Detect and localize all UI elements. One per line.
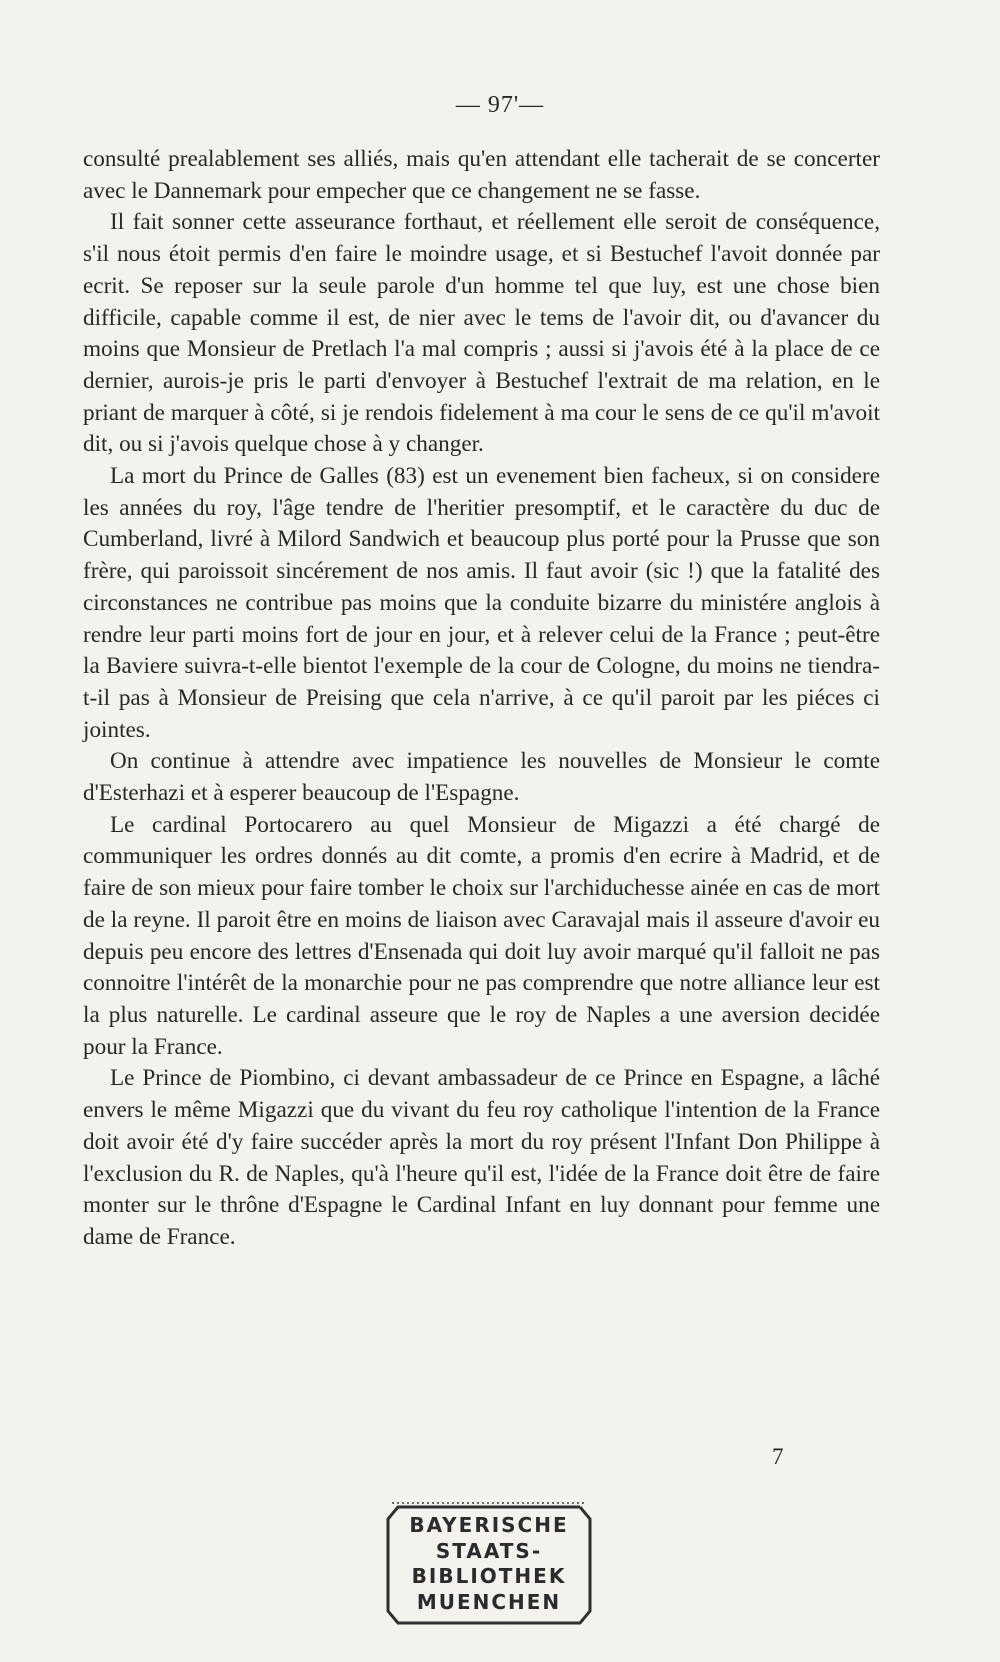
paragraph: La mort du Prince de Galles (83) est un evenement bien facheux, si on considere les années du roy, l'âge tendre de l'heritier presomptif, et le caractère du duc de Cumberland, livré à Milord Sandwich et beaucoup plus porté pour la Prusse que son frère, qui paroissoit sincérement de nos amis. Il faut avoir (sic !) que la fatalité des circonstances ne contribue pas moins que la conduite bizarre du ministére anglois à rendre leur parti moins fort de jour en jour, et à relever celui de la France ; peut-être la Baviere suivra-t-elle bientot l'exemple de la cour de Cologne, du moins ne tiendra-t-il pas à Monsieur de Preising que cela n'arrive, à ce qu'il paroit par les piéces ci jointes. (83, 463, 880, 743)
paragraph: Le Prince de Piombino, ci devant ambassadeur de ce Prince en Espagne, a lâché envers le même Migazzi que du vivant du feu roy catholique l'intention de la France doit avoir été d'y faire succéder après la mort du roy présent l'Infant Don Philippe à l'exclusion du R. de Naples, qu'à l'heure qu'il est, l'idée de la France doit être de faire monter sur le thrône d'Espagne le Cardinal Infant en luy donnant pour femme une dame de France. (83, 1065, 880, 1250)
paragraph: Le cardinal Portocarero au quel Monsieur de Migazzi a été chargé de communiquer les ordres donnés au dit comte, a promis d'en ecrire à Madrid, et de faire de son mieux pour faire tomber le choix sur l'archiduchesse ainée en cas de mort de la reyne. Il paroit être en moins de liaison avec Caravajal mais il asseure d'avoir eu depuis peu encore des lettres d'Ensenada qui doit luy avoir marqué qu'il falloit ne pas connoitre l'intérêt de la monarchie pour ne pas comprendre que notre alliance leur est la plus naturelle. Le cardinal asseure que le roy de Naples a une aversion decidée pour la France. (83, 811, 880, 1060)
stamp-line: BAYERISCHE (409, 1513, 569, 1537)
page-number: — 97'— (455, 92, 545, 118)
signature-mark: 7 (772, 1444, 784, 1469)
paragraph: consulté prealablement ses alliés, mais qu'en attendant elle tacherait de se concerter avec le Dannemark pour empecher que ce changement ne se fasse. (83, 146, 880, 204)
stamp-line: BIBLIOTHEK (411, 1564, 567, 1588)
body-text (83, 144, 880, 1254)
stamp-line: MUENCHEN (416, 1589, 562, 1614)
paragraph: Il fait sonner cette asseurance forthaut, et réellement elle seroit de conséquence, s'il nous étoit permis d'en faire le moindre usage, et si Bestuchef l'avoit donnée par ecrit. Se reposer sur la seule parole d'un homme tel que luy, est une chose bien difficile, capable comme il est, de nier avec le tems de l'avoir dit, ou d'avancer du moins que Monsieur de Pretlach l'a mal compris ; aussi si j'avois été à la place de ce dernier, aurois-je pris le parti d'envoyer à Bestuchef l'extrait de ma relation, en le priant de marquer à côté, si je rendois fidelement à ma cour le sens de ce qu'il m'avoit dit, ou si j'avois quelque chose à y changer. (83, 209, 880, 458)
paragraph: On continue à attendre avec impatience les nouvelles de Monsieur le comte d'Esterhazi et à esperer beaucoup de l'Espagne. (83, 748, 880, 807)
stamp-line: STAATS- (435, 1538, 543, 1563)
library-stamp (378, 1497, 600, 1633)
